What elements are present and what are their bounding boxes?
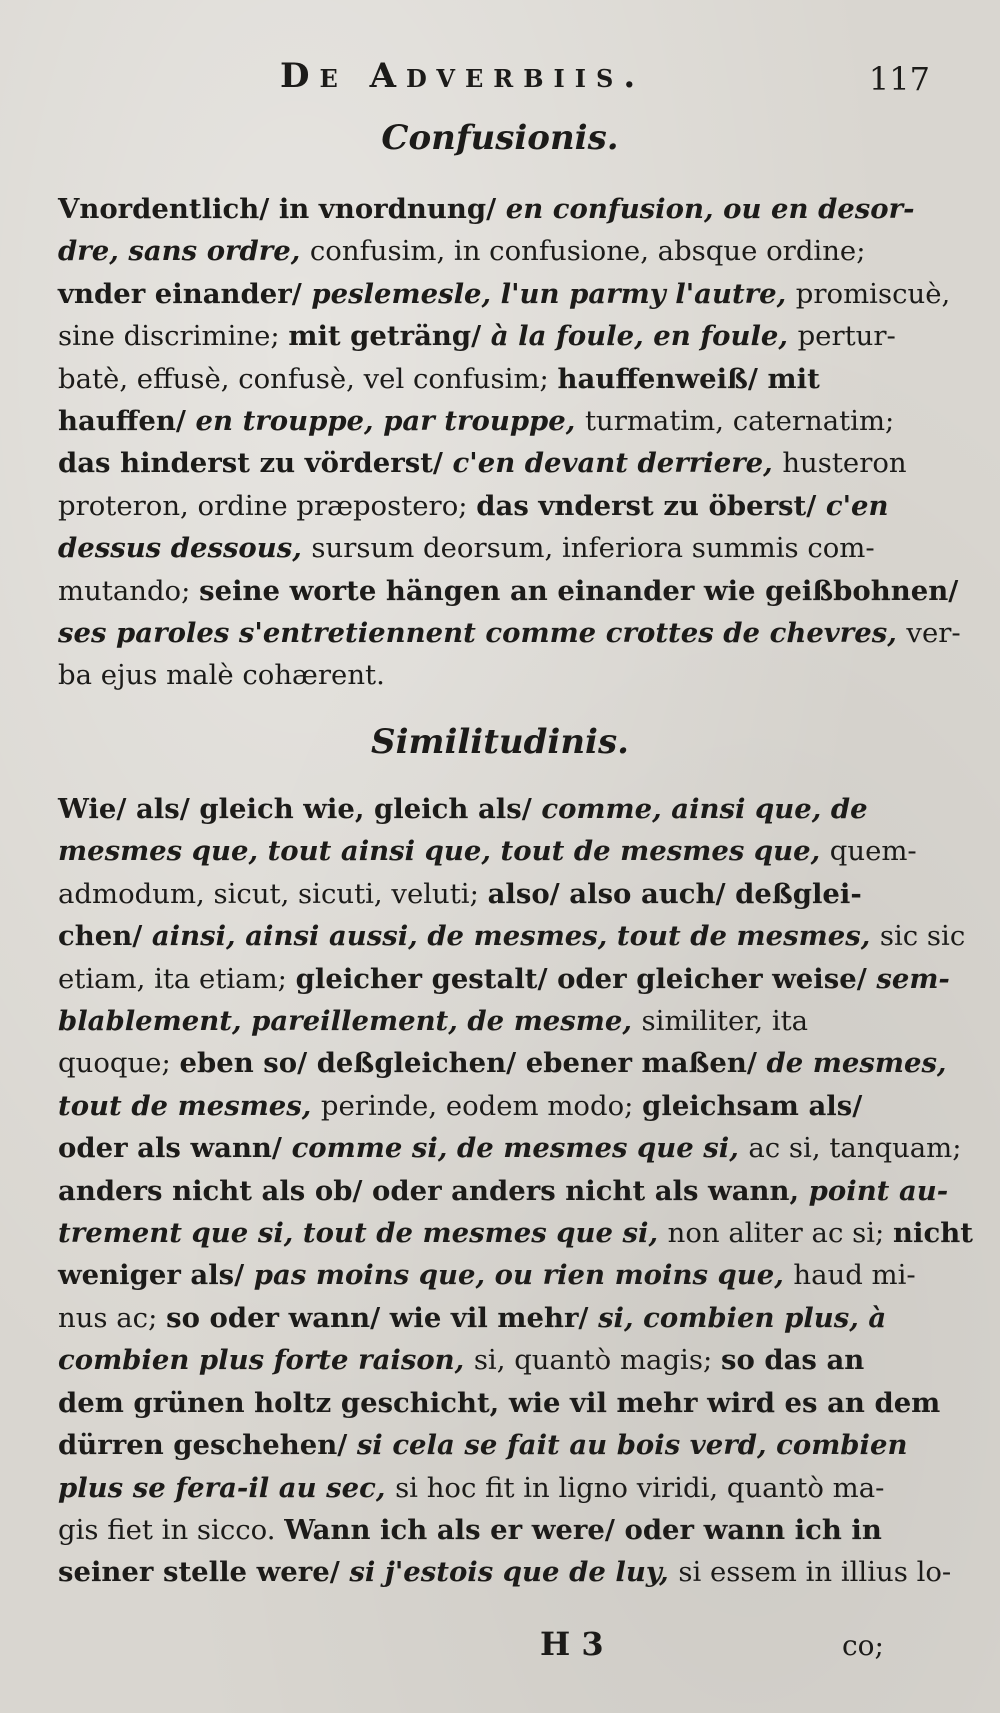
text-line <box>58 915 966 957</box>
french-text: combien plus forte raison, <box>58 1344 474 1377</box>
latin-text: mutando; <box>58 574 200 607</box>
section-title-confusionis: Confusionis. <box>381 118 619 158</box>
text-line <box>58 358 898 400</box>
latin-text: si, quantò magis; <box>473 1344 721 1377</box>
text-line <box>58 188 915 230</box>
text-line <box>58 1127 962 1169</box>
french-text: de mesmes, <box>766 1047 947 1080</box>
french-text: dre, sans ordre, <box>58 235 310 268</box>
page-header <box>60 56 940 116</box>
french-text: point au- <box>808 1174 949 1207</box>
latin-text: ac si, tanquam; <box>748 1132 962 1165</box>
text-line <box>58 570 959 612</box>
latin-text: confusim, in confusione, absque ordine; <box>309 235 866 268</box>
french-text: comme, ainsi que, de <box>541 793 868 825</box>
french-text: pas moins que, ou rien moins que, <box>253 1259 794 1292</box>
latin-text: nus ac; <box>58 1301 167 1334</box>
text-line <box>58 485 898 527</box>
french-text: c'en <box>825 489 889 522</box>
latin-text: etiam, ita etiam; <box>58 962 296 995</box>
french-text: mesmes que, tout ainsi que, tout de mesmes que, <box>58 835 830 868</box>
latin-text: ver- <box>906 617 961 650</box>
german-text: gleicher gestalt/ oder gleicher weise/ <box>295 962 877 995</box>
running-head: De Adverbiis. <box>280 56 646 96</box>
text-line <box>58 400 898 442</box>
text-line <box>58 1297 898 1339</box>
german-text: so oder wann/ wie vil mehr/ <box>166 1301 599 1334</box>
text-line <box>58 1467 898 1509</box>
german-text: dürren geschehen/ <box>58 1429 357 1462</box>
german-text: Vnordentlich/ in vnordnung/ <box>58 193 506 225</box>
german-text: gleichsam als/ <box>642 1089 863 1122</box>
german-text: seiner stelle were/ <box>58 1556 350 1589</box>
french-text: tout de mesmes, <box>58 1089 321 1122</box>
german-text: also/ also auch/ deßglei- <box>487 877 862 910</box>
french-text: si j'estois que de luy, <box>349 1556 679 1589</box>
text-line <box>58 273 951 315</box>
text-line <box>58 612 961 654</box>
text-line <box>58 1212 973 1254</box>
text-line <box>58 230 898 272</box>
german-text: vnder einander/ <box>58 277 312 310</box>
latin-text: gis fiet in sicco. <box>58 1513 285 1546</box>
german-text: so das an <box>720 1344 865 1377</box>
text-line <box>58 1424 908 1466</box>
text-line <box>58 788 898 830</box>
paragraph-similitudinis <box>58 788 973 1594</box>
french-text: blablement, pareillement, de mesme, <box>58 1005 642 1038</box>
german-text: dem grünen holtz geschicht, wie vil mehr wird es an dem <box>58 1386 941 1419</box>
text-line <box>58 315 898 357</box>
latin-text: promiscuè, <box>795 277 951 310</box>
german-text: hauffen/ <box>58 405 196 438</box>
text-line <box>58 1254 916 1296</box>
german-text: eben so/ deßgleichen/ ebener maßen/ <box>179 1047 767 1080</box>
catchword: co; <box>842 1629 884 1662</box>
text-line <box>58 1170 949 1212</box>
german-text: oder als wann/ <box>58 1132 292 1165</box>
french-text: ainsi, ainsi aussi, de mesmes, tout de mesmes, <box>151 920 880 953</box>
latin-text: haud mi- <box>793 1259 916 1292</box>
german-text: seine worte hängen an einander wie geißbohnen/ <box>199 574 959 607</box>
german-text: mit geträng/ <box>288 320 491 353</box>
latin-text: sursum deorsum, inferiora summis com- <box>311 532 875 565</box>
french-text: dessus dessous, <box>58 532 312 565</box>
page-number: 117 <box>868 60 930 98</box>
text-line <box>58 958 950 1000</box>
latin-text: quem- <box>829 835 917 868</box>
text-line <box>58 1551 952 1593</box>
latin-text: non aliter ac si; <box>667 1217 894 1250</box>
french-text: c'en devant derriere, <box>452 447 783 480</box>
french-text: peslemesle, l'un parmy l'autre, <box>311 277 796 310</box>
german-text: hauffenweiß/ mit <box>557 362 820 395</box>
text-line <box>58 1000 898 1042</box>
text-line <box>58 1382 941 1424</box>
text-line <box>58 1085 898 1127</box>
text-line <box>58 1042 947 1084</box>
latin-text: si hoc fit in ligno viridi, quantò ma- <box>395 1471 885 1504</box>
latin-text: husteron <box>782 447 907 480</box>
german-text: Wann ich als er were/ oder wann ich in <box>284 1513 882 1546</box>
latin-text: si essem in illius lo- <box>678 1556 952 1589</box>
text-line <box>58 527 898 569</box>
french-text: comme si, de mesmes que si, <box>291 1132 749 1165</box>
text-line <box>58 1339 898 1381</box>
latin-text: sic sic <box>879 920 966 953</box>
french-text: à la foule, en foule, <box>490 320 798 353</box>
text-line <box>58 654 898 696</box>
latin-text: similiter, ita <box>641 1005 809 1038</box>
latin-text: pertur- <box>797 320 896 353</box>
german-text: das vnderst zu öberst/ <box>476 489 826 522</box>
signature-mark: H 3 <box>540 1625 604 1663</box>
latin-text: batè, effusè, confusè, vel confusim; <box>58 362 558 395</box>
text-line <box>58 830 917 872</box>
french-text: en trouppe, par trouppe, <box>195 405 585 438</box>
latin-text: sine discrimine; <box>58 320 289 353</box>
page-footer <box>0 1625 1000 1675</box>
latin-text: quoque; <box>58 1047 180 1080</box>
latin-text: turmatim, caternatim; <box>584 405 895 438</box>
french-text: en confusion, ou en desor- <box>505 193 915 225</box>
latin-text: admodum, sicut, sicuti, veluti; <box>58 877 488 910</box>
german-text: anders nicht als ob/ oder anders nicht als wann, <box>58 1174 809 1207</box>
german-text: weniger als/ <box>58 1259 254 1292</box>
text-line <box>58 873 898 915</box>
german-text: Wie/ als/ gleich wie, gleich als/ <box>58 793 542 825</box>
french-text: ses paroles s'entretiennent comme crottes de chevres, <box>58 617 907 650</box>
text-line <box>58 442 907 484</box>
french-text: si, combien plus, à <box>598 1301 887 1334</box>
latin-text: ba ejus malè cohærent. <box>58 659 385 692</box>
paragraph-confusionis <box>58 188 961 697</box>
german-text: nicht <box>893 1217 973 1250</box>
latin-text: proteron, ordine præpostero; <box>58 489 477 522</box>
section-title-similitudinis: Similitudinis. <box>371 722 629 762</box>
french-text: trement que si, tout de mesmes que si, <box>58 1217 668 1250</box>
french-text: si cela se fait au bois verd, combien <box>356 1429 908 1462</box>
text-line <box>58 1509 898 1551</box>
french-text: plus se fera-il au sec, <box>58 1471 396 1504</box>
latin-text: perinde, eodem modo; <box>320 1089 643 1122</box>
german-text: das hinderst zu vörderst/ <box>58 447 453 480</box>
french-text: sem- <box>876 962 950 995</box>
german-text: chen/ <box>58 920 152 953</box>
